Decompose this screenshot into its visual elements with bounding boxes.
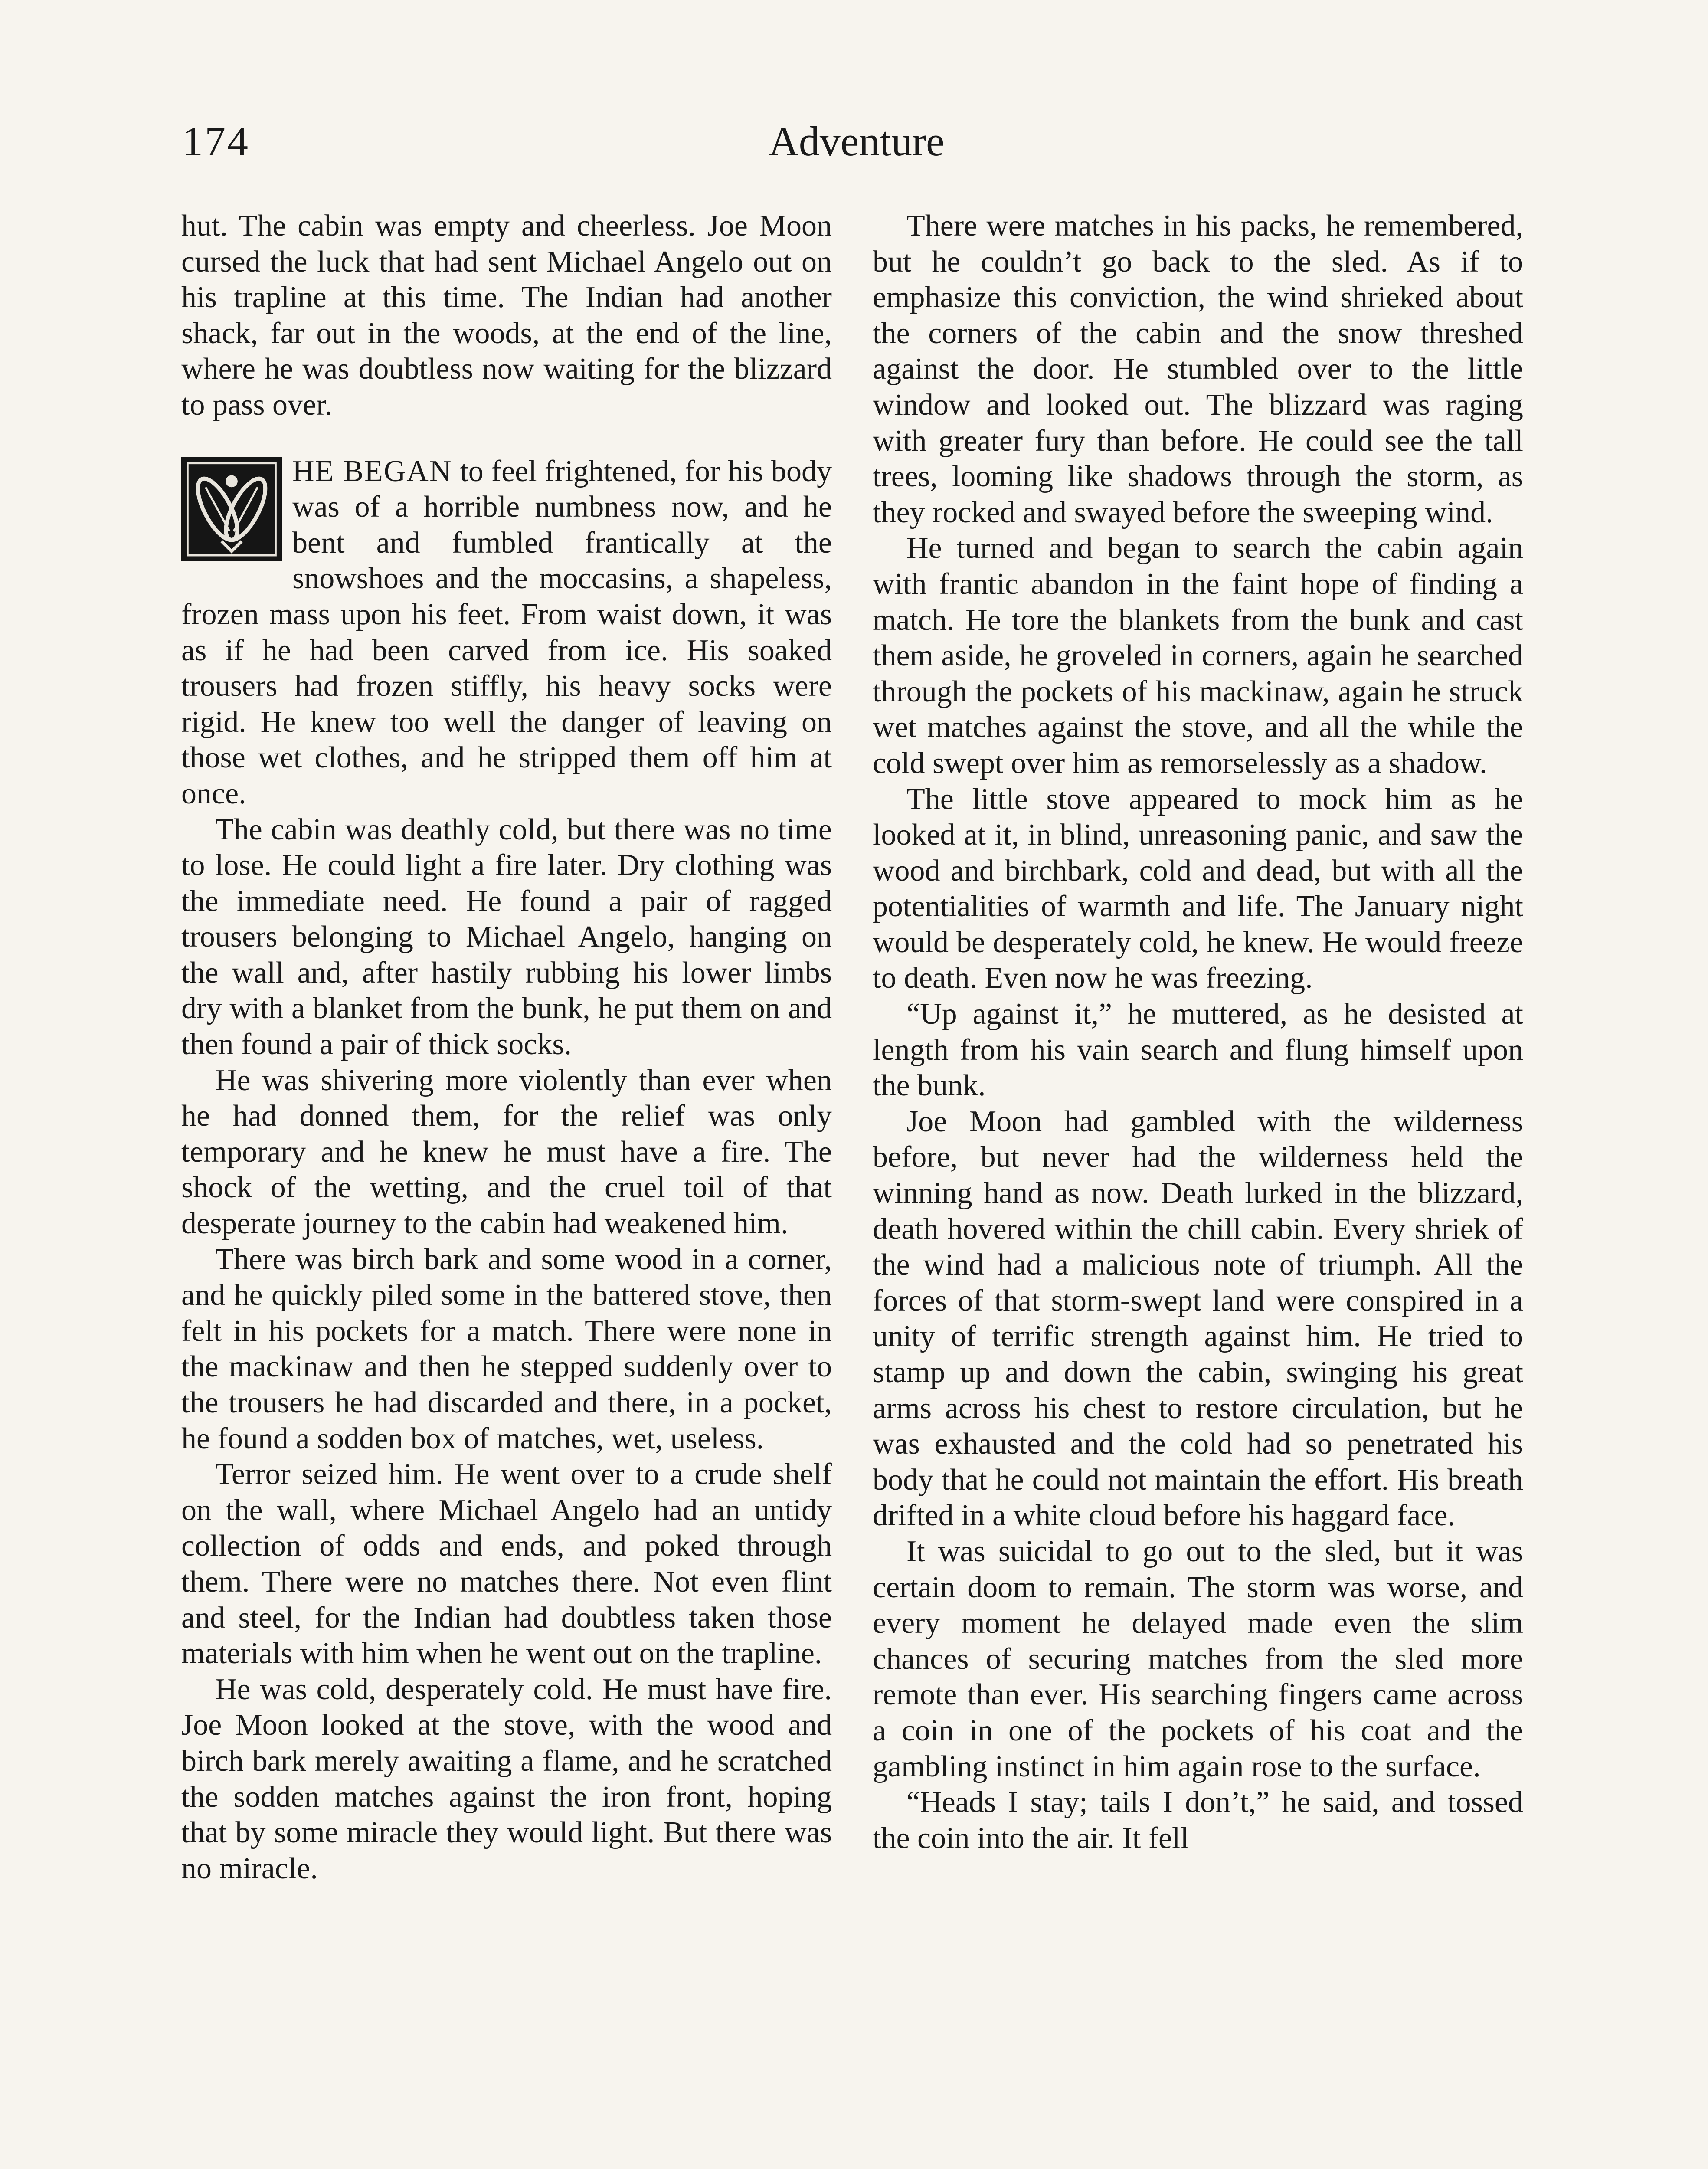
section-start [181, 454, 832, 812]
paragraph-text: to feel frightened, for his body was of a horrible numbness now, and he bent and fumbled frantically at the snowshoes and the moccasins, a shapeless, frozen mass upon his feet. From waist down, it was as if he had been carved from ice. His soaked trousers had frozen stiffly, his heavy socks were rigid. He knew too well the danger of leaving on those wet clothes, and he stripped them off him at once. [181, 454, 832, 810]
paragraph: “Heads I stay; tails I don’t,” he said, and tossed the coin into the air. It fell [873, 1786, 1523, 1855]
section-lead-words: HE BEGAN [292, 454, 452, 488]
paragraph: He turned and began to search the cabin again with frantic abandon in the faint hope of finding a match. He tore the blankets from the bunk and cast them aside, he groveled in corners, again he searched through the pockets of his mackinaw, again he struck wet matches against the stove, and all the while the cold swept over him as remorselessly as a shadow. [873, 531, 1523, 780]
running-title: Adventure [769, 118, 945, 164]
paragraph: “Up against it,” he muttered, as he desisted at length from his vain search and flung himself upon the bunk. [873, 997, 1523, 1103]
paragraph: It was suicidal to go out to the sled, but it was certain doom to remain. The storm was worse, and every moment he delayed made even the slim chances of securing matches from the sled more remote than ever. His searching fingers came across a coin in one of the pockets of his coat and the gambling instinct in him again rose to the surface. [873, 1534, 1523, 1783]
paragraph: The little stove appeared to mock him as he looked at it, in blind, unreasoning panic, and saw the wood and birchbark, cold and dead, but with all the potentialities of warmth and life. The January night would be desperately cold, he knew. He would freeze to death. Even now he was freezing. [873, 782, 1523, 995]
left-column [181, 208, 832, 1887]
paragraph: He was cold, desperately cold. He must have fire. Joe Moon looked at the stove, with the wood and birch bark merely awaiting a flame, and he scratched the sodden matches against the iron front, hoping that by some miracle they would light. But there was no miracle. [181, 1672, 832, 1885]
page-number: 174 [182, 118, 250, 164]
paragraph: There were matches in his packs, he remembered, but he couldn’t go back to the sled. As if to emphasize this conviction, the wind shrieked about the corners of the cabin and the snow threshed against the door. He stumbled over to the little window and looked out. The blizzard was raging with greater fury than before. He could see the tall trees, looming like shadows through the storm, as they rocked and swayed before the sweeping wind. [873, 209, 1523, 529]
right-column [873, 208, 1523, 1856]
paragraph: hut. The cabin was empty and cheerless. Joe Moon cursed the luck that had sent Michael Angelo out on his trapline at this time. The Indian had another shack, far out in the woods, at the end of the line, where he was doubtless now waiting for the blizzard to pass over. [181, 209, 832, 422]
crossed-snowshoes-ornament-icon [181, 457, 282, 561]
paragraph: There was birch bark and some wood in a corner, and he quickly piled some in the battered stove, then felt in his pockets for a match. There were none in the mackinaw and then he stepped suddenly over to the trousers he had discarded and there, in a pocket, he found a sodden box of matches, wet, useless. [181, 1242, 832, 1455]
paragraph: He was shivering more violently than ever when he had donned them, for the relief was only temporary and he knew he must have a fire. The shock of the wetting, and the cruel toil of that desperate journey to the cabin had weakened him. [181, 1063, 832, 1241]
page-header [182, 117, 1531, 174]
paragraph: Joe Moon had gambled with the wilderness before, but never had the wilderness held the winning hand as now. Death lurked in the blizzard, death hovered within the chill cabin. Every shriek of the wind had a malicious note of triumph. All the forces of that storm-swept land were conspired in a unity of terrific strength against him. He tried to stamp up and down the cabin, swinging his great arms across his chest to restore circulation, but he was exhausted and the cold had so penetrated his body that he could not maintain the effort. His breath drifted in a white cloud before his haggard face. [873, 1104, 1523, 1533]
paragraph: The cabin was deathly cold, but there was no time to lose. He could light a fire later. Dry clothing was the immediate need. He found a pair of ragged trousers belonging to Michael Angelo, hanging on the wall and, after hastily rubbing his lower limbs dry with a blanket from the bunk, he put them on and then found a pair of thick socks. [181, 813, 832, 1062]
paragraph: Terror seized him. He went over to a crude shelf on the wall, where Michael Angelo had an untidy collection of odds and ends, and poked through them. There were no matches there. Not even flint and steel, for the Indian had doubtless taken those materials with him when he went out on the trapline. [181, 1458, 832, 1671]
